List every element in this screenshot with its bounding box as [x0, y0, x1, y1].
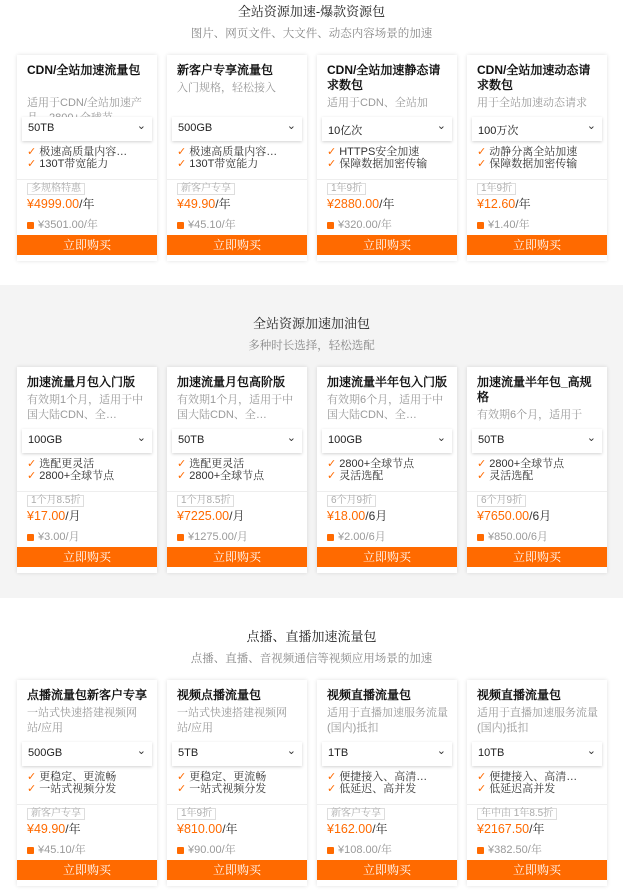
check-icon: ✓ — [327, 458, 337, 470]
feature-text: 灵活选配 — [489, 470, 534, 482]
card-description: 适用于CDN、全站加 — [327, 97, 428, 109]
check-icon: ✓ — [177, 470, 187, 482]
price — [327, 195, 394, 212]
original-price — [177, 216, 236, 232]
spec-select[interactable] — [322, 117, 452, 141]
chevron-down-icon: ⌄ — [436, 120, 446, 132]
check-icon: ✓ — [27, 458, 37, 470]
package-card — [467, 367, 607, 573]
chevron-down-icon: ⌄ — [136, 120, 146, 132]
card-divider — [317, 491, 457, 492]
discount-icon — [177, 222, 184, 229]
check-icon: ✓ — [477, 458, 487, 470]
price-unit: /年 — [79, 197, 95, 211]
card-description: 有效期1个月，适用于中国大陆CDN、全… — [177, 394, 294, 421]
feature-text: 保障数据加密传输 — [489, 158, 578, 170]
feature-text: 便捷接入、高清… — [339, 771, 428, 783]
check-icon: ✓ — [477, 158, 487, 170]
original-price-value: ¥2.00/6月 — [338, 531, 386, 543]
feature-text: 更稳定、更流畅 — [39, 771, 117, 783]
original-price — [27, 841, 86, 857]
spec-select-value: 10亿次 — [328, 125, 363, 137]
card-title: 视频点播流量包 — [177, 688, 262, 702]
feature-item — [27, 458, 152, 470]
check-icon: ✓ — [327, 158, 337, 170]
spec-select-value: 50TB — [28, 122, 55, 134]
price-value: ¥4999.00 — [27, 197, 80, 211]
price — [327, 820, 388, 837]
promo-badge: 1年9折 — [177, 808, 216, 820]
buy-now-button[interactable]: 立即购买 — [17, 235, 157, 255]
price-value: ¥810.00 — [177, 822, 223, 836]
card-divider — [167, 804, 307, 805]
check-icon: ✓ — [177, 146, 187, 158]
chevron-down-icon: ⌄ — [286, 745, 296, 757]
feature-text: 130T带宽能力 — [189, 158, 259, 170]
original-price — [327, 841, 392, 857]
check-icon: ✓ — [27, 146, 37, 158]
section-subtitle: 多种时长选择，轻松选配 — [248, 340, 375, 352]
price — [27, 820, 81, 837]
section-subtitle: 点播、直播、音视频通信等视频应用场景的加速 — [190, 653, 433, 665]
buy-now-button[interactable]: 立即购买 — [467, 235, 607, 255]
card-title: 视频直播流量包 — [327, 688, 412, 702]
feature-item — [477, 771, 602, 783]
feature-text: 灵活选配 — [339, 470, 384, 482]
feature-list — [327, 771, 452, 795]
package-card — [17, 367, 157, 573]
card-divider — [167, 179, 307, 180]
feature-list — [327, 146, 452, 170]
check-icon: ✓ — [327, 771, 337, 783]
card-title: 加速流量半年包_高规格 — [477, 375, 592, 404]
card-row — [17, 55, 607, 261]
discount-icon — [327, 847, 334, 854]
feature-text: 一站式视频分发 — [39, 783, 117, 795]
spec-select[interactable] — [22, 117, 152, 141]
package-card — [167, 680, 307, 886]
spec-select-value: 100万次 — [478, 125, 519, 137]
feature-item — [327, 470, 452, 482]
buy-now-button[interactable]: 立即购买 — [167, 860, 307, 880]
check-icon: ✓ — [27, 470, 37, 482]
spec-select[interactable] — [472, 742, 602, 766]
buy-now-button[interactable]: 立即购买 — [317, 860, 457, 880]
original-price-value: ¥320.00/年 — [338, 219, 392, 231]
price-value: ¥17.00 — [27, 509, 66, 523]
spec-select[interactable] — [22, 742, 152, 766]
spec-select-value: 100GB — [328, 434, 363, 446]
spec-select[interactable] — [172, 117, 302, 141]
card-title: 新客户专享流量包 — [177, 63, 274, 77]
feature-item — [177, 458, 302, 470]
feature-list — [27, 771, 152, 795]
discount-icon — [27, 222, 34, 229]
promo-badge: 1年9折 — [327, 183, 366, 195]
feature-item — [177, 146, 302, 158]
card-description: 适用于CDN/全站加速产 — [27, 97, 142, 109]
promo-badge: 多规格特惠 — [27, 183, 85, 195]
chevron-down-icon: ⌄ — [286, 120, 296, 132]
feature-item — [477, 158, 602, 170]
feature-item — [327, 146, 452, 158]
price — [477, 195, 531, 212]
feature-list — [477, 771, 602, 795]
feature-item — [327, 771, 452, 783]
feature-list — [177, 458, 302, 482]
price-value: ¥7650.00 — [477, 509, 530, 523]
card-title: CDN/全站加速动态请求数包 — [477, 63, 591, 92]
buy-now-button[interactable]: 立即购买 — [317, 547, 457, 567]
original-price-value: ¥3501.00/年 — [38, 219, 98, 231]
feature-list — [327, 458, 452, 482]
discount-icon — [177, 534, 184, 541]
feature-item — [327, 783, 452, 795]
original-price-value: ¥108.00/年 — [338, 844, 392, 856]
discount-icon — [477, 847, 484, 854]
feature-text: 动静分离全站加速 — [489, 146, 578, 158]
check-icon: ✓ — [27, 771, 37, 783]
discount-icon — [327, 222, 334, 229]
feature-item — [327, 458, 452, 470]
price-unit: /6月 — [529, 509, 552, 523]
feature-text: 更稳定、更流畅 — [189, 771, 267, 783]
buy-now-button[interactable]: 立即购买 — [467, 547, 607, 567]
feature-text: 低延迟、高并发 — [339, 783, 417, 795]
feature-item — [477, 146, 602, 158]
package-card — [317, 367, 457, 573]
chevron-down-icon: ⌄ — [586, 120, 596, 132]
feature-text: 选配更灵活 — [39, 458, 95, 470]
buy-now-button[interactable]: 立即购买 — [167, 235, 307, 255]
card-title: CDN/全站加速静态请求数包 — [327, 63, 441, 92]
feature-text: 130T带宽能力 — [39, 158, 109, 170]
feature-text: 一站式视频分发 — [189, 783, 267, 795]
spec-select[interactable] — [172, 742, 302, 766]
original-price-value: ¥1.40/年 — [488, 219, 530, 231]
original-price — [27, 528, 80, 544]
section-title: 全站资源加速-爆款资源包 — [237, 4, 386, 19]
price-unit: /年 — [515, 197, 531, 211]
card-divider — [467, 804, 607, 805]
original-price — [477, 841, 542, 857]
original-price — [477, 528, 548, 544]
check-icon: ✓ — [27, 158, 37, 170]
feature-list — [477, 458, 602, 482]
card-divider — [467, 491, 607, 492]
original-price-value: ¥90.00/年 — [188, 844, 236, 856]
card-description: 一站式快速搭建视频网站/应用 — [27, 707, 137, 734]
card-description: 有效期6个月，适用于 — [477, 409, 583, 421]
card-row — [17, 367, 607, 573]
buy-now-button[interactable]: 立即购买 — [17, 860, 157, 880]
feature-text: 2800+全球节点 — [189, 470, 265, 482]
feature-item — [177, 771, 302, 783]
discount-icon — [27, 847, 34, 854]
spec-select[interactable] — [322, 742, 452, 766]
chevron-down-icon: ⌄ — [436, 432, 446, 444]
check-icon: ✓ — [477, 771, 487, 783]
price-value: ¥2167.50 — [477, 822, 530, 836]
price-unit: /年 — [65, 822, 81, 836]
section-title: 全站资源加速加油包 — [252, 316, 370, 331]
feature-item — [27, 771, 152, 783]
card-row — [17, 680, 607, 886]
check-icon: ✓ — [177, 771, 187, 783]
promo-badge: 1个月8.5折 — [177, 495, 234, 507]
check-icon: ✓ — [327, 470, 337, 482]
check-icon: ✓ — [177, 458, 187, 470]
original-price — [327, 528, 386, 544]
feature-item — [27, 470, 152, 482]
card-divider — [167, 491, 307, 492]
price-value: ¥18.00 — [327, 509, 366, 523]
card-divider — [17, 179, 157, 180]
promo-badge: 年中由 1年8.5折 — [477, 808, 557, 820]
package-card — [317, 680, 457, 886]
section-title: 点播、直播加速流量包 — [246, 629, 377, 644]
chevron-down-icon: ⌄ — [586, 432, 596, 444]
card-description: 一站式快速搭建视频网站/应用 — [177, 707, 287, 734]
check-icon: ✓ — [177, 783, 187, 795]
card-divider — [467, 179, 607, 180]
feature-item — [477, 458, 602, 470]
card-title: 点播流量包新客户专享 — [27, 688, 148, 702]
feature-text: 低延迟高并发 — [489, 783, 556, 795]
card-title: CDN/全站加速流量包 — [27, 63, 141, 77]
promo-badge: 新客户专享 — [177, 183, 235, 195]
chevron-down-icon: ⌄ — [136, 432, 146, 444]
original-price — [177, 528, 248, 544]
discount-icon — [177, 847, 184, 854]
spec-select[interactable] — [472, 117, 602, 141]
section-subtitle: 图片、网页文件、大文件、动态内容场景的加速 — [190, 28, 433, 40]
spec-select-value: 50TB — [478, 434, 505, 446]
check-icon: ✓ — [327, 146, 337, 158]
feature-item — [27, 158, 152, 170]
price-value: ¥162.00 — [327, 822, 373, 836]
buy-now-button[interactable]: 立即购买 — [467, 860, 607, 880]
price — [27, 195, 94, 212]
package-card — [167, 55, 307, 261]
chevron-down-icon: ⌄ — [136, 745, 146, 757]
check-icon: ✓ — [477, 470, 487, 482]
original-price-value: ¥1275.00/月 — [188, 531, 248, 543]
card-divider — [317, 179, 457, 180]
spec-select-value: 500GB — [178, 122, 213, 134]
discount-icon — [27, 534, 34, 541]
price — [327, 507, 387, 524]
original-price-value: ¥3.00/月 — [38, 531, 80, 543]
feature-item — [177, 470, 302, 482]
card-divider — [17, 491, 157, 492]
check-icon: ✓ — [327, 783, 337, 795]
price — [177, 820, 238, 837]
price — [477, 820, 544, 837]
feature-item — [177, 783, 302, 795]
feature-item — [27, 783, 152, 795]
promo-badge: 1年9折 — [477, 183, 516, 195]
package-card — [17, 55, 157, 261]
buy-now-button[interactable]: 立即购买 — [17, 547, 157, 567]
original-price-value: ¥382.50/年 — [488, 844, 542, 856]
feature-text: 2800+全球节点 — [39, 470, 115, 482]
feature-item — [477, 783, 602, 795]
card-description: 适用于直播加速服务流量(国内)抵扣 — [327, 707, 448, 734]
card-description: 入门规格，轻松接入 — [177, 82, 276, 94]
feature-item — [27, 146, 152, 158]
original-price — [177, 841, 236, 857]
price — [177, 507, 244, 524]
buy-now-button[interactable]: 立即购买 — [317, 235, 457, 255]
promo-badge: 1个月8.5折 — [27, 495, 84, 507]
original-price — [477, 216, 530, 232]
feature-text: 选配更灵活 — [189, 458, 245, 470]
spec-select-value: 1TB — [328, 747, 349, 759]
promo-badge: 6个月9折 — [327, 495, 376, 507]
package-card — [167, 367, 307, 573]
promo-badge: 6个月9折 — [477, 495, 526, 507]
price — [27, 507, 81, 524]
price-unit: /6月 — [365, 509, 388, 523]
original-price — [327, 216, 392, 232]
check-icon: ✓ — [177, 158, 187, 170]
promo-badge: 新客户专享 — [327, 808, 385, 820]
chevron-down-icon: ⌄ — [586, 745, 596, 757]
feature-list — [27, 146, 152, 170]
price-unit: /年 — [379, 197, 395, 211]
discount-icon — [477, 222, 484, 229]
price-unit: /年 — [222, 822, 238, 836]
price — [177, 195, 231, 212]
card-description: 适用于直播加速服务流量(国内)抵扣 — [477, 707, 598, 734]
feature-text: 2800+全球节点 — [489, 458, 565, 470]
feature-list — [177, 146, 302, 170]
discount-icon — [327, 534, 334, 541]
spec-select[interactable] — [472, 429, 602, 453]
spec-select-value: 500GB — [28, 747, 63, 759]
price-value: ¥49.90 — [27, 822, 66, 836]
spec-select-value: 10TB — [478, 747, 505, 759]
promo-badge: 新客户专享 — [27, 808, 85, 820]
spec-select[interactable] — [22, 429, 152, 453]
feature-list — [177, 771, 302, 795]
package-card — [317, 55, 457, 261]
card-title: 加速流量月包高阶版 — [177, 375, 286, 389]
price-unit: /年 — [215, 197, 231, 211]
spec-select-value: 100GB — [28, 434, 63, 446]
feature-text: 2800+全球节点 — [339, 458, 415, 470]
card-title: 视频直播流量包 — [477, 688, 562, 702]
check-icon: ✓ — [477, 783, 487, 795]
original-price-value: ¥45.10/年 — [188, 219, 236, 231]
feature-list — [477, 146, 602, 170]
spec-select[interactable] — [322, 429, 452, 453]
feature-text: 便捷接入、高清… — [489, 771, 578, 783]
card-divider — [17, 804, 157, 805]
card-title: 加速流量月包入门版 — [27, 375, 136, 389]
feature-item — [177, 158, 302, 170]
feature-list — [27, 458, 152, 482]
spec-select-value: 50TB — [178, 434, 205, 446]
spec-select-value: 5TB — [178, 747, 199, 759]
package-card — [467, 55, 607, 261]
original-price-value: ¥850.00/6月 — [488, 531, 548, 543]
feature-text: HTTPS安全加速 — [339, 146, 420, 158]
price-value: ¥12.60 — [477, 197, 516, 211]
check-icon: ✓ — [27, 783, 37, 795]
package-card — [467, 680, 607, 886]
original-price-value: ¥45.10/年 — [38, 844, 86, 856]
feature-text: 极速高质量内容… — [39, 146, 128, 158]
card-description: 有效期6个月，适用于中国大陆CDN、全… — [327, 394, 444, 421]
chevron-down-icon: ⌄ — [436, 745, 446, 757]
price-unit: /月 — [65, 509, 81, 523]
card-divider — [317, 804, 457, 805]
price — [477, 507, 551, 524]
feature-text: 极速高质量内容… — [189, 146, 278, 158]
card-description: 用于全站加速动态请求 — [477, 97, 587, 109]
buy-now-button[interactable]: 立即购买 — [167, 547, 307, 567]
price-value: ¥49.90 — [177, 197, 216, 211]
card-title: 加速流量半年包入门版 — [327, 375, 448, 389]
package-card — [17, 680, 157, 886]
spec-select[interactable] — [172, 429, 302, 453]
feature-item — [327, 158, 452, 170]
check-icon: ✓ — [477, 146, 487, 158]
chevron-down-icon: ⌄ — [286, 432, 296, 444]
feature-text: 保障数据加密传输 — [339, 158, 428, 170]
card-description: 有效期1个月，适用于中国大陆CDN、全… — [27, 394, 144, 421]
discount-icon — [477, 534, 484, 541]
price-unit: /月 — [229, 509, 245, 523]
price-unit: /年 — [529, 822, 545, 836]
price-unit: /年 — [372, 822, 388, 836]
original-price — [27, 216, 98, 232]
price-value: ¥7225.00 — [177, 509, 230, 523]
price-value: ¥2880.00 — [327, 197, 380, 211]
feature-item — [477, 470, 602, 482]
